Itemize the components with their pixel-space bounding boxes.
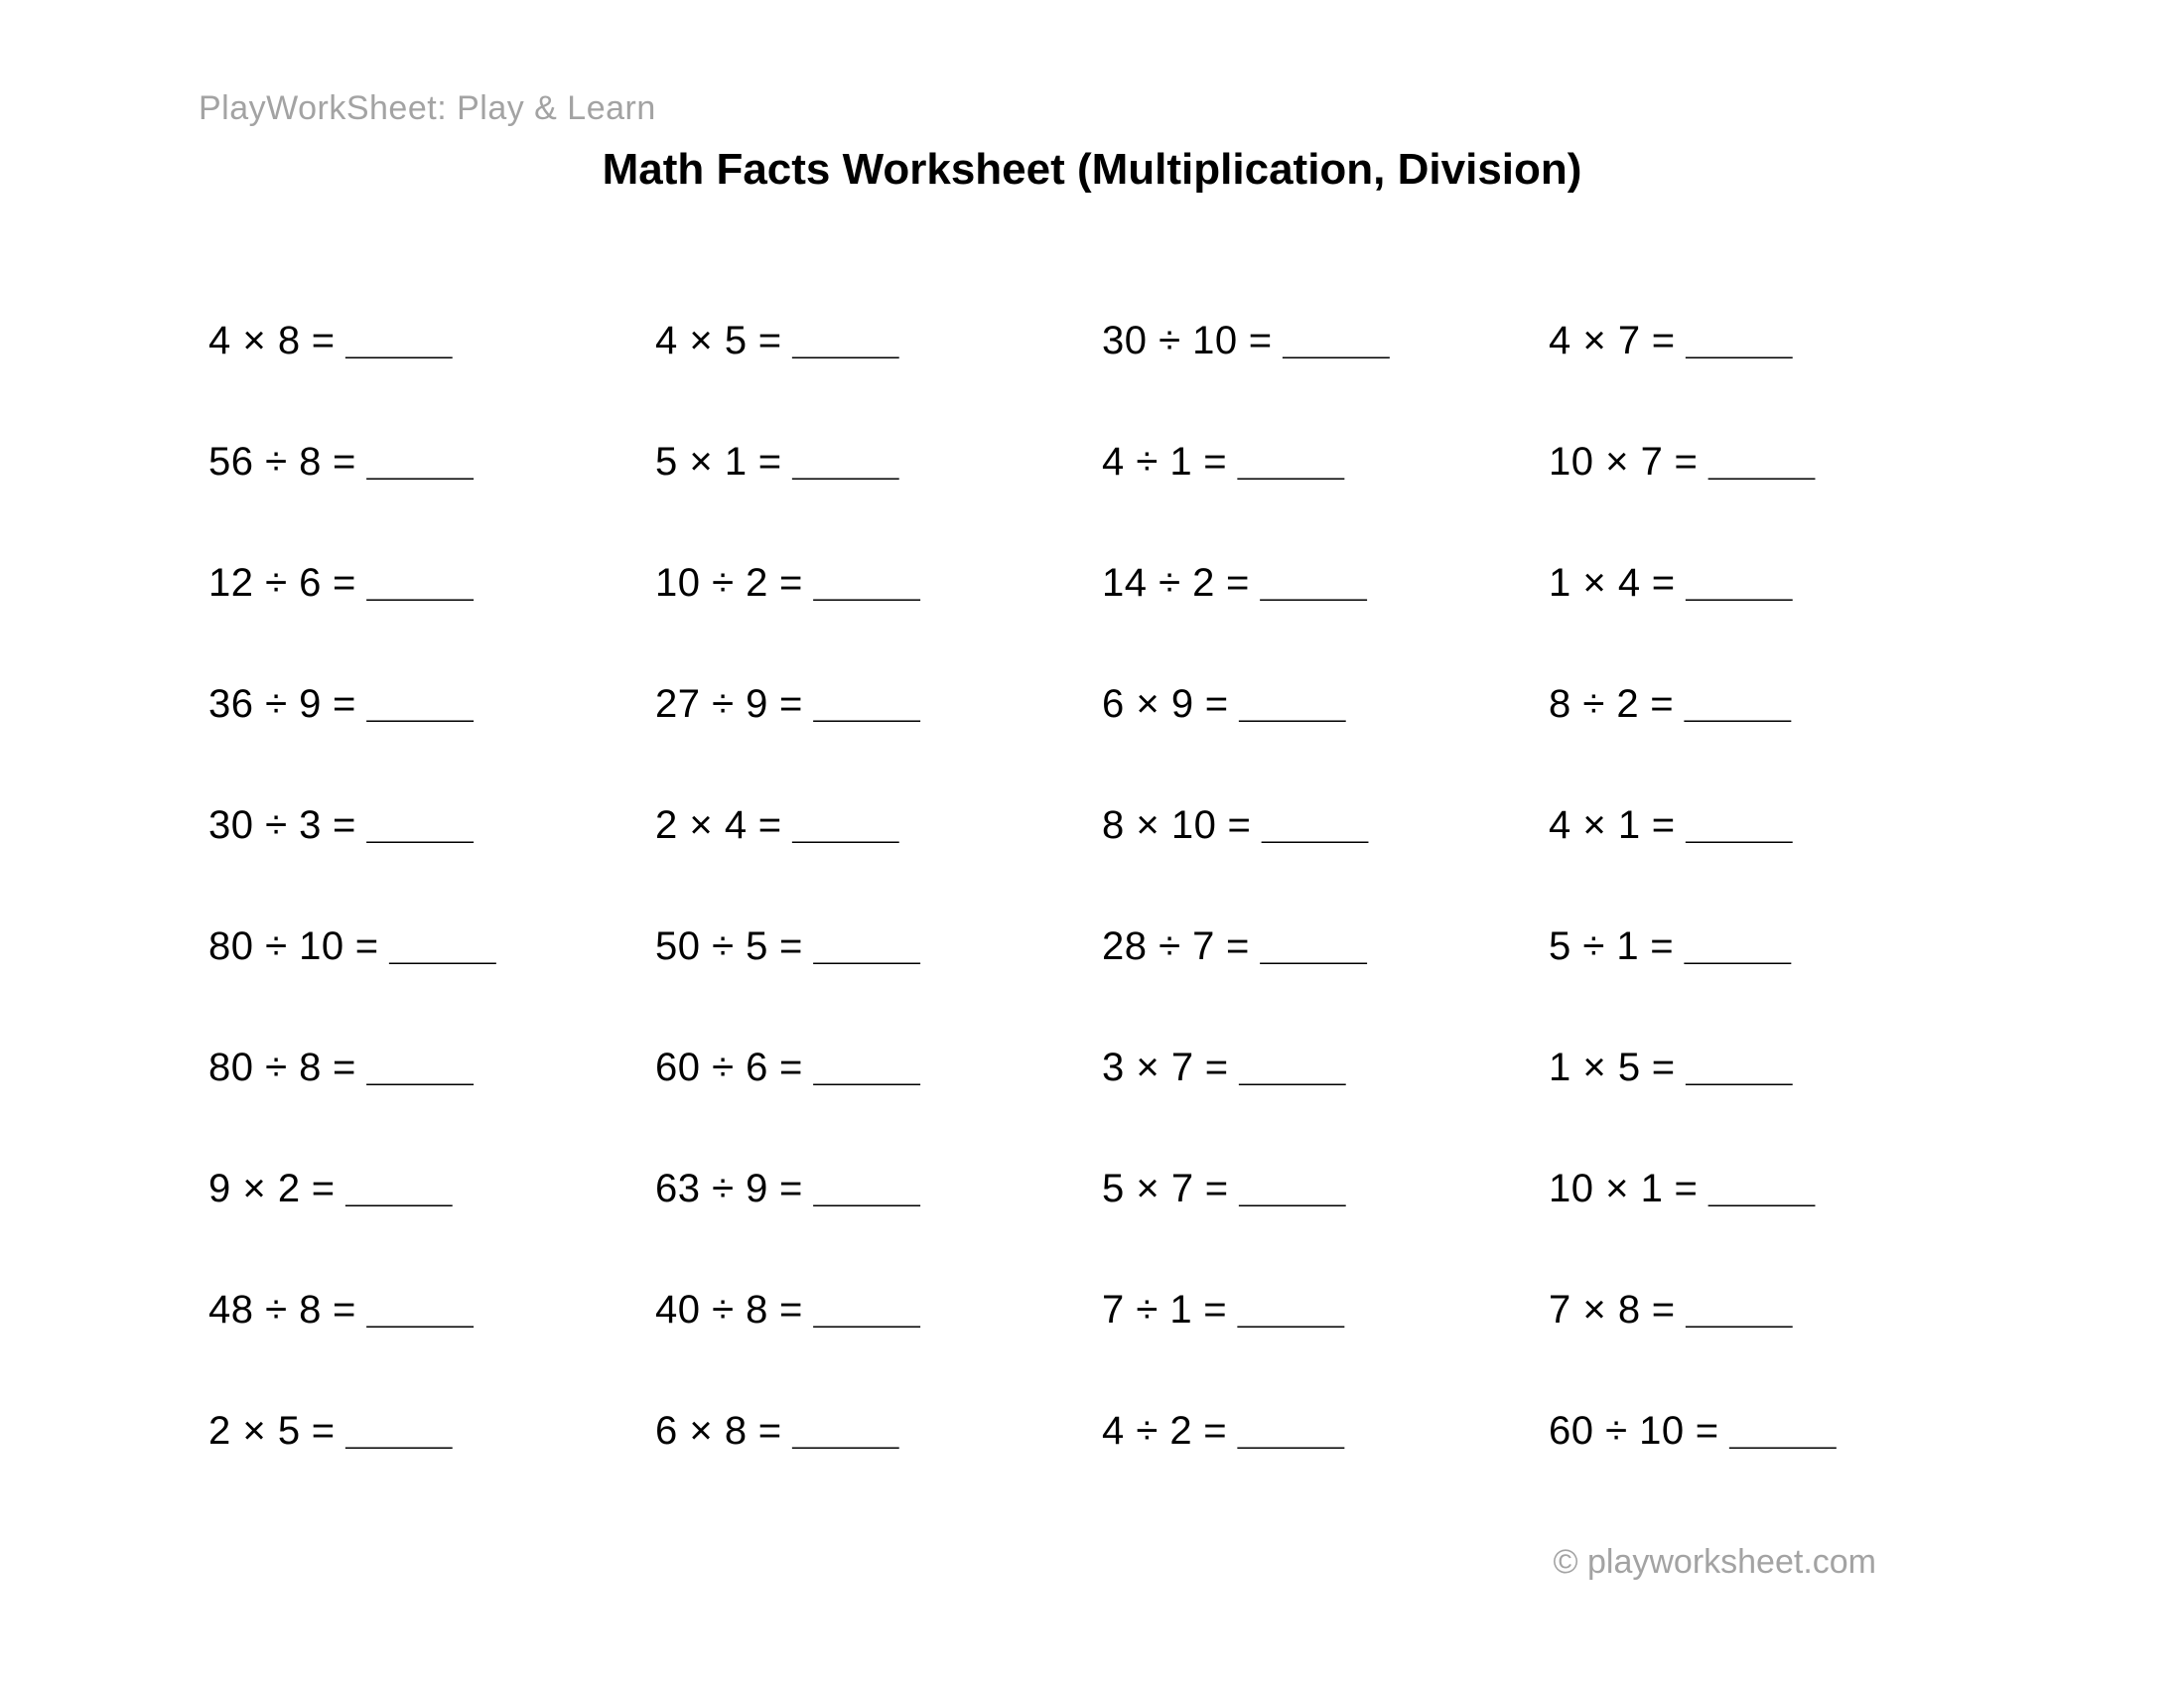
problem-cell (655, 924, 1102, 969)
equals-sign: = (779, 1045, 803, 1089)
equals-sign: = (1226, 560, 1250, 605)
problem-expression: 40 ÷ 8 (655, 1287, 768, 1332)
problem-cell (1102, 561, 1549, 606)
answer-blank: _____ (1237, 439, 1344, 484)
answer-blank: _____ (1686, 560, 1792, 605)
equals-sign: = (779, 1287, 803, 1332)
problem-expression: 80 ÷ 10 (208, 923, 344, 968)
problem-expression: 7 ÷ 1 (1102, 1287, 1193, 1332)
answer-blank: _____ (1707, 1166, 1815, 1210)
problem-expression: 12 ÷ 6 (208, 560, 322, 605)
problem-cell (208, 319, 655, 363)
answer-blank: _____ (1684, 681, 1791, 726)
equals-sign: = (333, 439, 356, 484)
equals-sign: = (1203, 439, 1227, 484)
equals-sign: = (1203, 1408, 1227, 1453)
answer-blank: _____ (1260, 560, 1366, 605)
problem-cell (655, 1046, 1102, 1090)
problem-cell (1102, 1409, 1549, 1454)
problem-expression: 4 × 7 (1549, 318, 1641, 362)
problem-cell (208, 1046, 655, 1090)
problem-expression: 60 ÷ 6 (655, 1045, 768, 1089)
answer-blank: _____ (1283, 318, 1389, 362)
problem-cell (655, 1409, 1102, 1454)
equals-sign: = (1651, 560, 1676, 605)
problem-expression: 28 ÷ 7 (1102, 923, 1215, 968)
problem-expression: 27 ÷ 9 (655, 681, 768, 726)
problem-cell (1102, 803, 1549, 848)
problem-cell (1549, 1288, 1995, 1333)
problem-cell (1549, 924, 1995, 969)
answer-blank: _____ (1237, 1408, 1344, 1453)
problem-expression: 3 × 7 (1102, 1045, 1194, 1089)
equals-sign: = (1248, 318, 1273, 362)
problem-cell (208, 803, 655, 848)
answer-blank: _____ (345, 1408, 452, 1453)
problem-expression: 5 × 1 (655, 439, 748, 484)
answer-blank: _____ (1239, 1045, 1345, 1089)
problem-expression: 1 × 5 (1549, 1045, 1641, 1089)
problem-cell (208, 924, 655, 969)
problem-expression: 10 ÷ 2 (655, 560, 768, 605)
answer-blank: _____ (1237, 1287, 1344, 1332)
answer-blank: _____ (813, 1166, 919, 1210)
problem-cell (1102, 924, 1549, 969)
equals-sign: = (333, 560, 356, 605)
answer-blank: _____ (366, 802, 473, 847)
answer-blank: _____ (1260, 923, 1366, 968)
problem-expression: 14 ÷ 2 (1102, 560, 1215, 605)
answer-blank: _____ (813, 923, 919, 968)
problem-expression: 8 ÷ 2 (1549, 681, 1640, 726)
equals-sign: = (779, 560, 803, 605)
problem-cell (208, 1409, 655, 1454)
answer-blank: _____ (792, 439, 898, 484)
answer-blank: _____ (813, 1045, 919, 1089)
equals-sign: = (757, 439, 782, 484)
answer-blank: _____ (1686, 318, 1792, 362)
answer-blank: _____ (813, 681, 919, 726)
problem-cell (655, 319, 1102, 363)
answer-blank: _____ (792, 802, 898, 847)
problem-cell (1102, 319, 1549, 363)
problem-expression: 4 ÷ 2 (1102, 1408, 1193, 1453)
problem-cell (1549, 319, 1995, 363)
answer-blank: _____ (1729, 1408, 1836, 1453)
problem-cell (655, 440, 1102, 485)
problem-expression: 10 × 1 (1549, 1166, 1664, 1210)
equals-sign: = (333, 681, 356, 726)
problem-cell (655, 1167, 1102, 1211)
problem-cell (208, 1288, 655, 1333)
problems-grid (208, 280, 1995, 1491)
equals-sign: = (779, 1166, 803, 1210)
problem-expression: 60 ÷ 10 (1549, 1408, 1685, 1453)
equals-sign: = (1695, 1408, 1719, 1453)
problem-expression: 2 × 5 (208, 1408, 301, 1453)
answer-blank: _____ (1684, 923, 1791, 968)
equals-sign: = (1227, 802, 1251, 847)
equals-sign: = (1204, 681, 1229, 726)
brand-header: PlayWorkSheet: Play & Learn (199, 89, 656, 127)
equals-sign: = (1226, 923, 1250, 968)
problem-expression: 5 × 7 (1102, 1166, 1194, 1210)
equals-sign: = (333, 802, 356, 847)
problem-expression: 4 × 8 (208, 318, 301, 362)
equals-sign: = (311, 318, 336, 362)
problem-expression: 30 ÷ 10 (1102, 318, 1238, 362)
answer-blank: _____ (813, 1287, 919, 1332)
equals-sign: = (333, 1287, 356, 1332)
equals-sign: = (757, 1408, 782, 1453)
answer-blank: _____ (1686, 1287, 1792, 1332)
answer-blank: _____ (366, 681, 473, 726)
answer-blank: _____ (345, 1166, 452, 1210)
equals-sign: = (354, 923, 379, 968)
problem-cell (1102, 682, 1549, 727)
problem-expression: 48 ÷ 8 (208, 1287, 322, 1332)
equals-sign: = (1651, 1045, 1676, 1089)
problem-expression: 1 × 4 (1549, 560, 1641, 605)
answer-blank: _____ (1686, 1045, 1792, 1089)
problem-cell (1102, 1167, 1549, 1211)
problem-cell (1549, 682, 1995, 727)
problem-cell (1102, 1046, 1549, 1090)
problem-cell (655, 682, 1102, 727)
equals-sign: = (1204, 1045, 1229, 1089)
problem-expression: 80 ÷ 8 (208, 1045, 322, 1089)
problem-cell (655, 1288, 1102, 1333)
answer-blank: _____ (813, 560, 919, 605)
equals-sign: = (1651, 1287, 1676, 1332)
answer-blank: _____ (1686, 802, 1792, 847)
answer-blank: _____ (1261, 802, 1368, 847)
problem-cell (1549, 1046, 1995, 1090)
equals-sign: = (757, 318, 782, 362)
answer-blank: _____ (1239, 681, 1345, 726)
problem-expression: 9 × 2 (208, 1166, 301, 1210)
equals-sign: = (333, 1045, 356, 1089)
problem-cell (1102, 440, 1549, 485)
equals-sign: = (1674, 1166, 1698, 1210)
problem-expression: 56 ÷ 8 (208, 439, 322, 484)
answer-blank: _____ (366, 560, 473, 605)
problem-cell (208, 440, 655, 485)
equals-sign: = (1650, 681, 1674, 726)
equals-sign: = (1204, 1166, 1229, 1210)
equals-sign: = (757, 802, 782, 847)
problem-cell (1549, 561, 1995, 606)
problem-expression: 6 × 9 (1102, 681, 1194, 726)
problem-expression: 10 × 7 (1549, 439, 1664, 484)
problem-expression: 36 ÷ 9 (208, 681, 322, 726)
answer-blank: _____ (1707, 439, 1815, 484)
problem-expression: 8 × 10 (1102, 802, 1217, 847)
page-title: Math Facts Worksheet (Multiplication, Division) (602, 145, 1582, 194)
problem-expression: 50 ÷ 5 (655, 923, 768, 968)
problem-cell (1102, 1288, 1549, 1333)
problem-cell (208, 682, 655, 727)
problem-cell (1549, 803, 1995, 848)
answer-blank: _____ (366, 1287, 473, 1332)
problem-cell (1549, 440, 1995, 485)
answer-blank: _____ (366, 439, 473, 484)
equals-sign: = (1674, 439, 1698, 484)
footer-credit: © playworksheet.com (1553, 1543, 1876, 1581)
problem-expression: 2 × 4 (655, 802, 748, 847)
equals-sign: = (1651, 318, 1676, 362)
answer-blank: _____ (345, 318, 452, 362)
equals-sign: = (1203, 1287, 1227, 1332)
problem-expression: 4 × 1 (1549, 802, 1641, 847)
equals-sign: = (779, 923, 803, 968)
answer-blank: _____ (366, 1045, 473, 1089)
answer-blank: _____ (389, 923, 495, 968)
equals-sign: = (1650, 923, 1674, 968)
problem-cell (208, 1167, 655, 1211)
problem-cell (655, 561, 1102, 606)
answer-blank: _____ (1239, 1166, 1345, 1210)
problem-expression: 4 ÷ 1 (1102, 439, 1193, 484)
problem-cell (208, 561, 655, 606)
equals-sign: = (311, 1166, 336, 1210)
problem-cell (1549, 1167, 1995, 1211)
answer-blank: _____ (792, 318, 898, 362)
equals-sign: = (1651, 802, 1676, 847)
equals-sign: = (779, 681, 803, 726)
problem-expression: 30 ÷ 3 (208, 802, 322, 847)
problem-expression: 7 × 8 (1549, 1287, 1641, 1332)
problem-expression: 5 ÷ 1 (1549, 923, 1640, 968)
problem-expression: 4 × 5 (655, 318, 748, 362)
problem-cell (655, 803, 1102, 848)
problem-expression: 63 ÷ 9 (655, 1166, 768, 1210)
answer-blank: _____ (792, 1408, 898, 1453)
problem-cell (1549, 1409, 1995, 1454)
equals-sign: = (311, 1408, 336, 1453)
problem-expression: 6 × 8 (655, 1408, 748, 1453)
